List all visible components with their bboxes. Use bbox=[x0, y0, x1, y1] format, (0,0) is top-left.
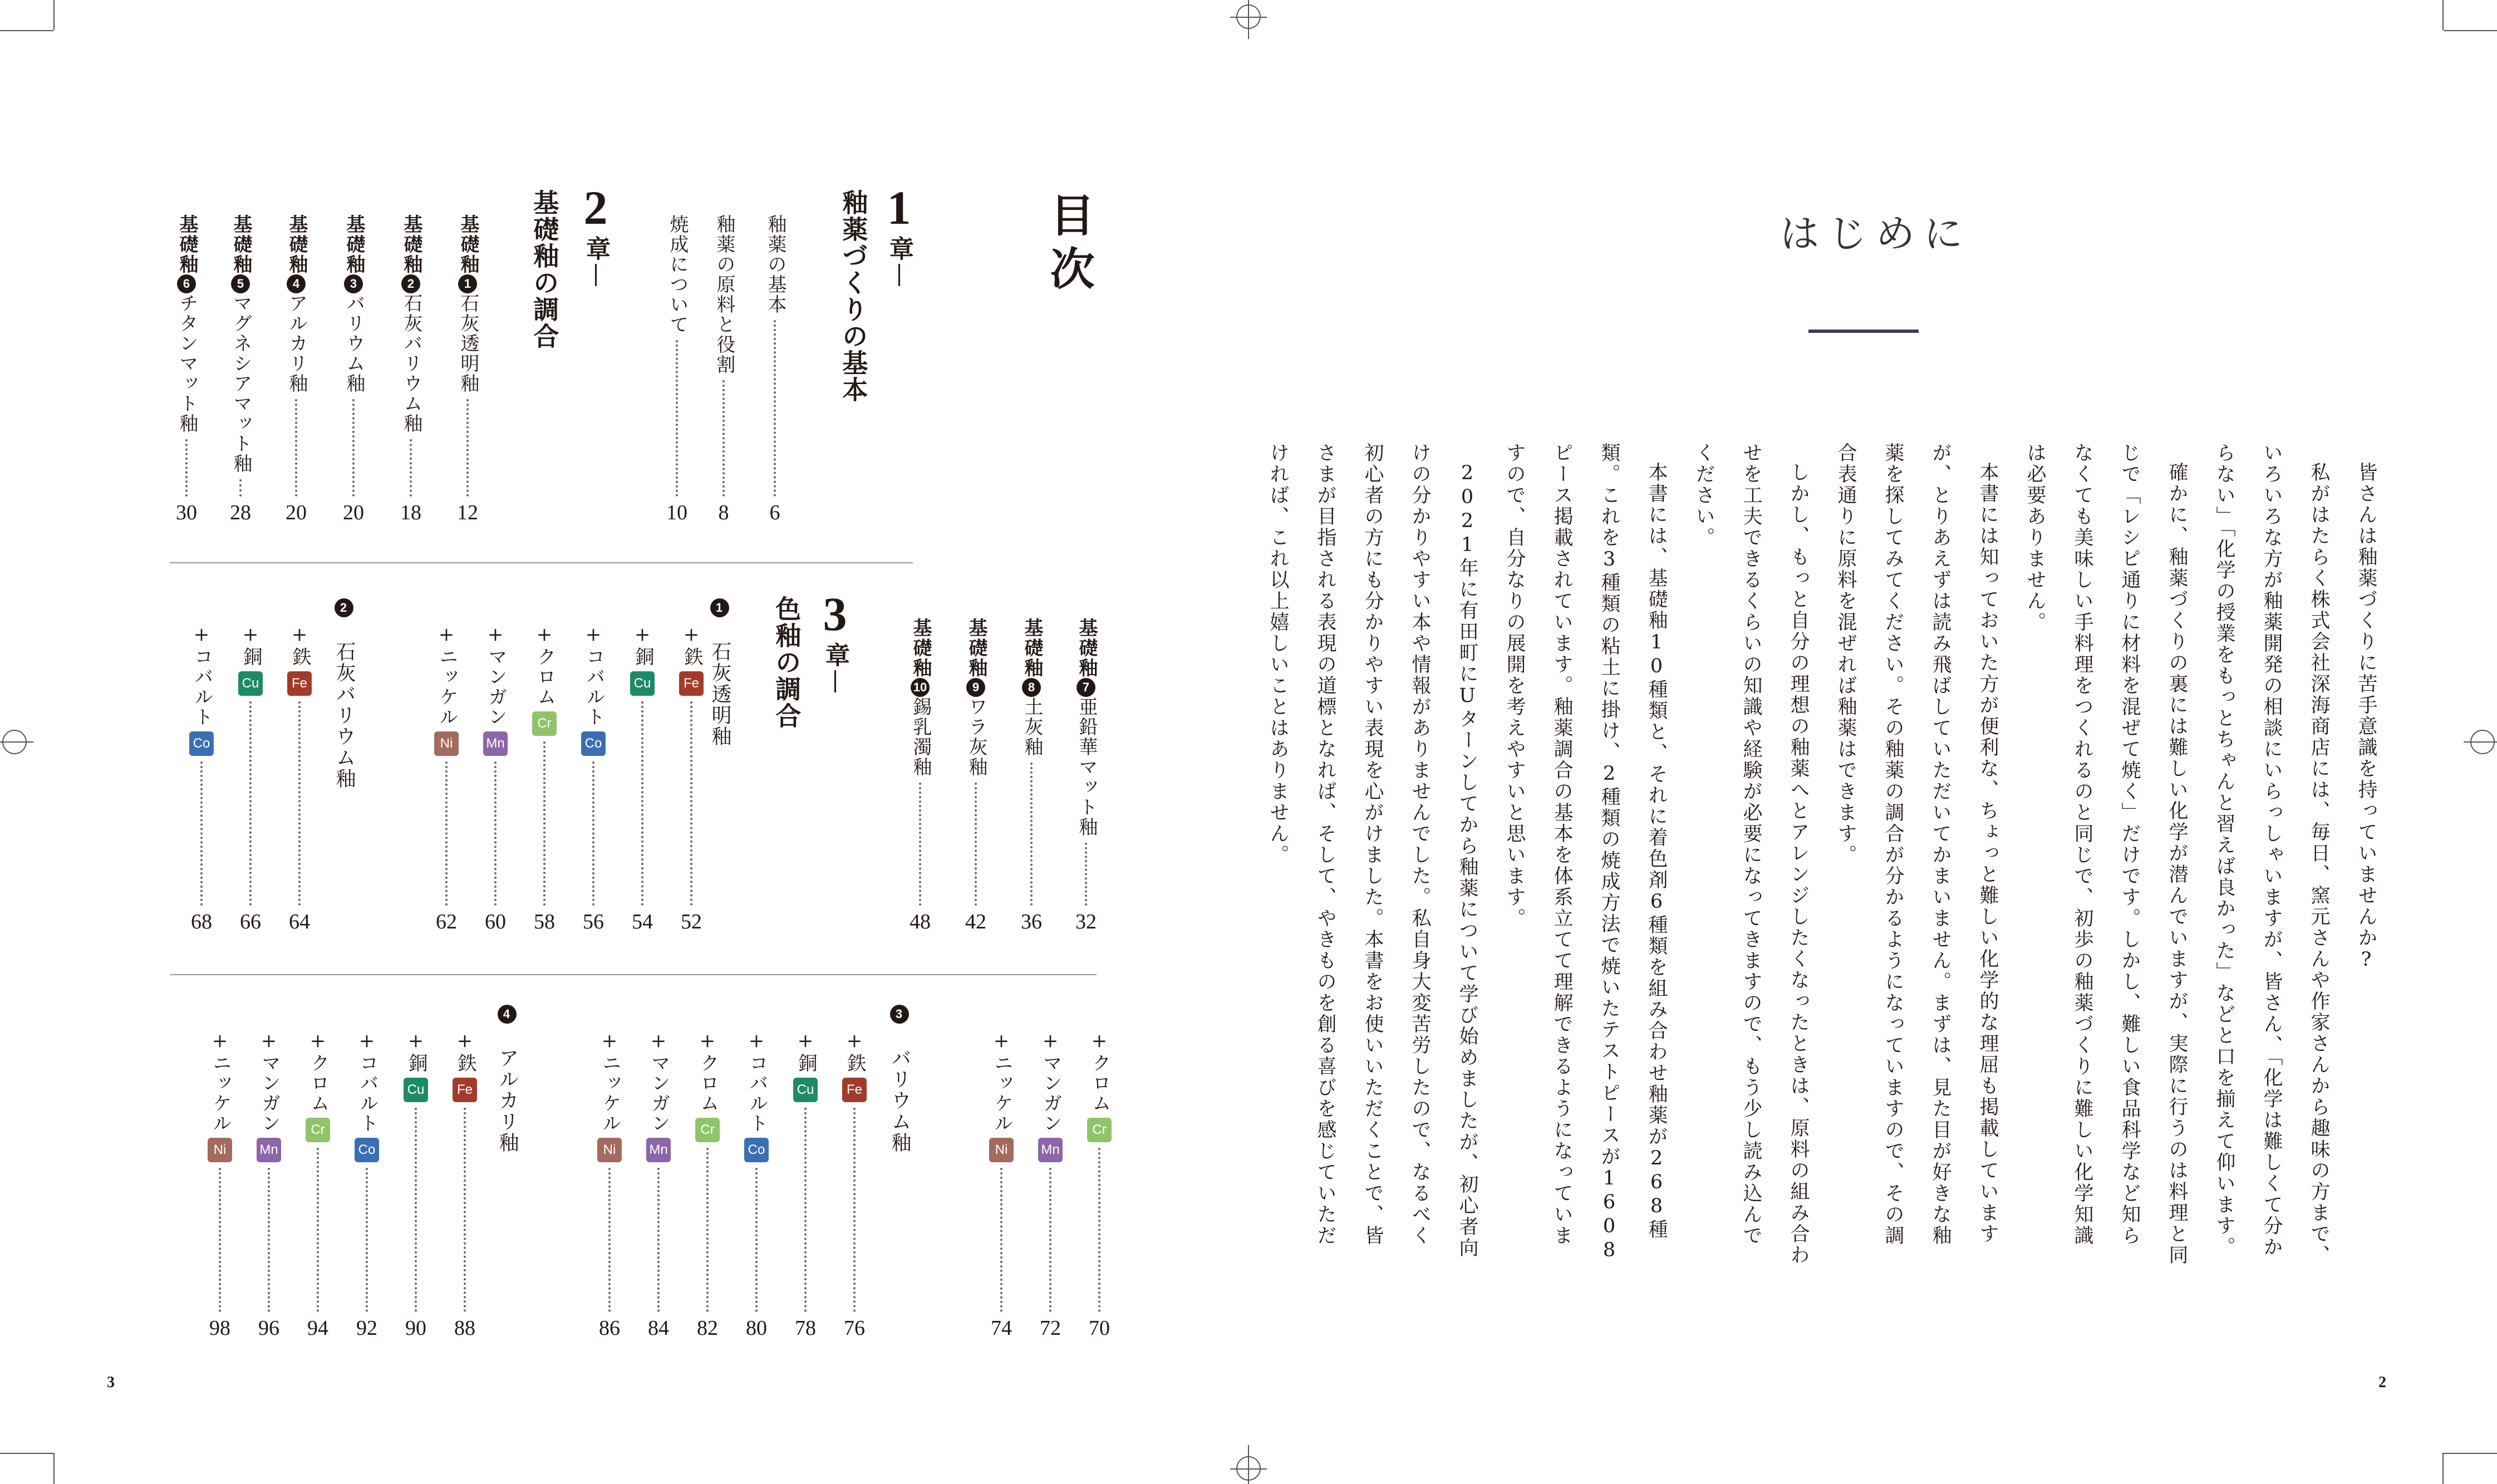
page-number: 90 bbox=[405, 1316, 426, 1340]
dot-leader bbox=[1085, 843, 1087, 906]
toc-entry[interactable] bbox=[707, 214, 740, 523]
chapter-3-title: 色釉の調合 bbox=[771, 596, 802, 729]
toc-entry[interactable] bbox=[1066, 618, 1105, 932]
group-title bbox=[710, 598, 730, 747]
dot-leader bbox=[755, 1168, 758, 1312]
page-number: 86 bbox=[599, 1316, 620, 1340]
element-symbol-badge: Co bbox=[355, 1138, 379, 1162]
plus-sign: + bbox=[307, 1030, 329, 1053]
color-glaze-entry[interactable] bbox=[185, 623, 218, 932]
page-number: 10 bbox=[666, 501, 687, 524]
colorant-name: マンガン bbox=[484, 647, 507, 727]
color-glaze-entry[interactable] bbox=[642, 1030, 675, 1339]
page-number: 30 bbox=[176, 501, 197, 524]
color-glaze-entry[interactable] bbox=[528, 623, 561, 932]
paragraph: 確かに、釉薬づくりの裏には難しい化学が潜んでいますが、実際に行うのは料理と同じで「レシピ通りに材料を混ぜて焼く」だけです。しかし、難しい食品科学など知らなくても美味しい手料理をつくれるのと同じで、初歩の釉薬づくりに難しい化学知識は必要ありません。 bbox=[2024, 443, 2188, 1266]
entry-label: 石灰透明釉 bbox=[456, 293, 479, 394]
dot-leader bbox=[415, 1108, 417, 1312]
colorant-name: 銅 bbox=[239, 647, 262, 667]
page-number: 36 bbox=[1021, 910, 1042, 933]
colorant-name: マンガン bbox=[1039, 1053, 1062, 1133]
color-glaze-entry[interactable] bbox=[838, 1030, 871, 1339]
plus-sign: + bbox=[258, 1030, 280, 1053]
group-title-text: バリウム釉 bbox=[888, 1048, 911, 1153]
contents-page bbox=[0, 0, 1248, 1484]
page-number-left: 3 bbox=[107, 1374, 115, 1391]
group-title bbox=[334, 598, 354, 789]
colorant-name: クロム bbox=[307, 1053, 330, 1113]
paragraph: 2021年に有田町にUターンしてから釉薬について学び始めましたが、初心者向けの分かりやすい本や情報がありませんでした。私自身大変苦労したので、なるべく初心者の方にも分かりやすい表現を心がけました。本書をお使いいただくことで、皆さまが目指される表現の道標となれば、そして、やきものを創る喜びを感じていただければ、これ以上嬉しいことはありません。 bbox=[1267, 443, 1478, 1259]
dot-leader bbox=[592, 761, 594, 906]
element-symbol-badge: Fe bbox=[842, 1078, 867, 1102]
element-symbol-badge: Cu bbox=[238, 671, 263, 696]
chapter-word: 章 bbox=[821, 642, 849, 667]
introduction-body bbox=[1267, 443, 2390, 1266]
colorant-name: 銅 bbox=[405, 1053, 427, 1073]
page-number: 98 bbox=[209, 1316, 230, 1340]
entry-prefix: 基礎釉 bbox=[456, 214, 479, 274]
colorant-name: 鉄 bbox=[288, 647, 311, 667]
entry-label: 釉薬の原料と役割 bbox=[712, 214, 735, 375]
colorant-name: コバルト bbox=[745, 1053, 768, 1133]
chapter-dash bbox=[595, 264, 597, 286]
introduction-title: はじめに bbox=[1780, 211, 1972, 257]
group-badge: 4 bbox=[498, 1005, 517, 1024]
toc-entry[interactable] bbox=[1012, 618, 1051, 932]
entry-label: 焼成について bbox=[666, 214, 689, 335]
page-number: 80 bbox=[746, 1316, 767, 1340]
entry-label: 錫乳濁釉 bbox=[909, 697, 932, 777]
page-number: 42 bbox=[965, 910, 986, 933]
dot-leader bbox=[410, 439, 412, 497]
entry-label: 石灰バリウム釉 bbox=[400, 293, 422, 434]
chapter-word: 章 bbox=[885, 236, 913, 261]
page-number: 12 bbox=[457, 501, 478, 524]
divider bbox=[170, 974, 1097, 975]
entry-badge: 4 bbox=[287, 274, 306, 293]
page-number: 92 bbox=[356, 1316, 377, 1340]
chapter-2-title: 基礎釉の調合 bbox=[529, 189, 560, 350]
toc-entry[interactable] bbox=[167, 214, 206, 523]
chapter-word: 章 bbox=[582, 236, 610, 261]
colorant-name: ニッケル bbox=[598, 1053, 621, 1133]
chapter-1-title: 釉薬づくりの基本 bbox=[838, 189, 869, 403]
color-glaze-entry[interactable] bbox=[626, 623, 659, 932]
element-symbol-badge: Cr bbox=[532, 711, 557, 736]
colorant-name: クロム bbox=[696, 1053, 719, 1113]
color-glaze-entry[interactable] bbox=[740, 1030, 773, 1339]
chapter-number: 3 bbox=[823, 587, 847, 641]
plus-sign: + bbox=[239, 623, 262, 647]
colorant-name: ニッケル bbox=[209, 1053, 232, 1133]
element-symbol-badge: Cr bbox=[1087, 1118, 1112, 1142]
chapter-number: 1 bbox=[887, 181, 911, 234]
element-symbol-badge: Cr bbox=[695, 1118, 720, 1142]
page-number: 28 bbox=[230, 501, 251, 524]
page-number: 74 bbox=[991, 1316, 1012, 1340]
entry-badge: 6 bbox=[177, 274, 196, 293]
toc-entry[interactable] bbox=[660, 214, 694, 523]
group-badge: 1 bbox=[710, 598, 729, 617]
color-glaze-entry[interactable] bbox=[789, 1030, 822, 1339]
page-number: 78 bbox=[795, 1316, 816, 1340]
entry-label: マグネシアマット釉 bbox=[229, 293, 252, 474]
dot-leader bbox=[219, 1168, 221, 1312]
colorant-name: クロム bbox=[1088, 1053, 1111, 1113]
dot-leader bbox=[200, 761, 203, 906]
element-symbol-badge: Ni bbox=[989, 1138, 1014, 1162]
colorant-name: コバルト bbox=[190, 647, 213, 727]
color-glaze-entry[interactable] bbox=[448, 1030, 481, 1339]
chapter-number: 2 bbox=[583, 181, 608, 234]
colorant-name: 銅 bbox=[631, 647, 654, 667]
plus-sign: + bbox=[843, 1030, 866, 1053]
toc-entry[interactable] bbox=[277, 214, 316, 523]
group-badge: 3 bbox=[890, 1005, 909, 1024]
page-number: 52 bbox=[681, 910, 702, 933]
entry-prefix: 基礎釉 bbox=[1020, 618, 1043, 678]
color-glaze-entry[interactable] bbox=[430, 623, 463, 932]
plus-sign: + bbox=[288, 623, 311, 647]
dot-leader bbox=[543, 741, 545, 906]
toc-entry[interactable] bbox=[758, 214, 792, 523]
entry-label: 釉薬の基本 bbox=[764, 214, 787, 315]
chapter-3-heading bbox=[815, 587, 854, 692]
plus-sign: + bbox=[454, 1030, 476, 1053]
entry-prefix: 基礎釉 bbox=[175, 214, 198, 274]
dot-leader bbox=[445, 761, 448, 906]
element-symbol-badge: Mn bbox=[483, 731, 508, 756]
colorant-name: 銅 bbox=[794, 1053, 817, 1073]
dot-leader bbox=[317, 1148, 319, 1312]
entry-label: バリウム釉 bbox=[342, 293, 365, 394]
color-glaze-entry[interactable] bbox=[234, 623, 267, 932]
page-number: 96 bbox=[258, 1316, 279, 1340]
dot-leader bbox=[1030, 763, 1033, 906]
entry-badge: 10 bbox=[911, 678, 930, 697]
entry-prefix: 基礎釉 bbox=[229, 214, 252, 274]
entry-prefix: 基礎釉 bbox=[342, 214, 365, 274]
entry-prefix: 基礎釉 bbox=[400, 214, 422, 274]
element-symbol-badge: Cr bbox=[306, 1118, 330, 1142]
entry-prefix: 基礎釉 bbox=[909, 618, 932, 678]
element-symbol-badge: Fe bbox=[679, 671, 704, 696]
color-glaze-entry[interactable] bbox=[283, 623, 316, 932]
colorant-name: 鉄 bbox=[843, 1053, 866, 1073]
dot-leader bbox=[804, 1108, 807, 1312]
page-number: 70 bbox=[1089, 1316, 1110, 1340]
page-number: 60 bbox=[485, 910, 506, 933]
page-number: 82 bbox=[697, 1316, 718, 1340]
element-symbol-badge: Cu bbox=[793, 1078, 818, 1102]
entry-prefix: 基礎釉 bbox=[285, 214, 308, 274]
color-glaze-entry[interactable] bbox=[301, 1030, 335, 1339]
entry-label: ワラ灰釉 bbox=[965, 697, 987, 777]
colorant-name: 鉄 bbox=[454, 1053, 476, 1073]
chapter-2-heading bbox=[576, 181, 615, 286]
plus-sign: + bbox=[582, 623, 604, 647]
element-symbol-badge: Cu bbox=[404, 1078, 428, 1102]
dot-leader bbox=[690, 701, 692, 906]
toc-entry[interactable] bbox=[221, 214, 260, 523]
dot-leader bbox=[676, 340, 678, 497]
entry-label: 土灰釉 bbox=[1020, 697, 1043, 757]
element-symbol-badge: Ni bbox=[434, 731, 459, 756]
page-number: 64 bbox=[289, 910, 310, 933]
plus-sign: + bbox=[647, 1030, 670, 1053]
dot-leader bbox=[919, 783, 921, 906]
entry-label: チタンマット釉 bbox=[175, 293, 198, 434]
page-number-right: 2 bbox=[2378, 1374, 2386, 1391]
toc-entry[interactable] bbox=[391, 214, 430, 523]
entry-badge: 5 bbox=[231, 274, 250, 293]
chapter-dash bbox=[898, 264, 900, 286]
group-title-text: 石灰バリウム釉 bbox=[333, 641, 356, 789]
paragraph: 皆さんは釉薬づくりに苦手意識を持っていませんか? bbox=[2355, 462, 2377, 972]
dot-leader bbox=[975, 783, 977, 906]
paragraph: しかし、もっと自分の理想の釉薬へとアレンジしたくなったときは、原料の組み合わせを工夫できるくらいの知識や経験が必要になってきますので、もう少し読み込んでください。 bbox=[1693, 443, 1810, 1266]
group-title bbox=[497, 1005, 517, 1153]
element-symbol-badge: Mn bbox=[1038, 1138, 1063, 1162]
page-number: 76 bbox=[844, 1316, 865, 1340]
entry-label: アルカリ釉 bbox=[285, 293, 308, 394]
dot-leader bbox=[249, 701, 252, 906]
color-glaze-entry[interactable] bbox=[350, 1030, 384, 1339]
colorant-name: ニッケル bbox=[990, 1053, 1013, 1133]
color-glaze-entry[interactable] bbox=[691, 1030, 724, 1339]
page-number: 84 bbox=[648, 1316, 669, 1340]
entry-label: 亜鉛華マット釉 bbox=[1075, 697, 1098, 837]
page-number: 48 bbox=[910, 910, 931, 933]
dot-leader bbox=[1049, 1168, 1051, 1312]
plus-sign: + bbox=[598, 1030, 621, 1053]
paragraph: 本書には、基礎釉10種類と、それに着色剤6種類を組み合わせ釉薬が268種類。これを3種類の粘土に掛け、2種類の焼成方法で焼いたテストピースが1608ピース掲載されています。釉薬調合の基本を体系立てて理解できるようになっていますので、自分なりの展開を考えやすいと思います。 bbox=[1503, 443, 1668, 1263]
element-symbol-badge: Co bbox=[744, 1138, 769, 1162]
divider bbox=[170, 562, 913, 563]
page-number: 20 bbox=[286, 501, 307, 524]
toc-entry[interactable] bbox=[334, 214, 373, 523]
page-number: 8 bbox=[718, 501, 729, 524]
element-symbol-badge: Co bbox=[189, 731, 214, 756]
entry-badge: 8 bbox=[1022, 678, 1041, 697]
page-number: 20 bbox=[343, 501, 364, 524]
colorant-name: マンガン bbox=[258, 1053, 281, 1133]
dot-leader bbox=[298, 701, 301, 906]
element-symbol-badge: Ni bbox=[597, 1138, 622, 1162]
paragraph: 私がはたらく株式会社深海商店には、毎日、窯元さんや作家さんから趣味の方まで、いろいろな方が釉薬開発の相談にいらっしゃいますが、皆さん、「化学は難しくて分からない」「化学の授業をもっとちゃんと習えば良かった」などと口を揃えて仰います。 bbox=[2213, 443, 2330, 1266]
plus-sign: + bbox=[1088, 1030, 1110, 1053]
page-number: 32 bbox=[1075, 910, 1097, 933]
page-number: 62 bbox=[436, 910, 457, 933]
element-symbol-badge: Mn bbox=[257, 1138, 281, 1162]
page-number: 94 bbox=[307, 1316, 328, 1340]
plus-sign: + bbox=[794, 1030, 817, 1053]
colorant-name: ニッケル bbox=[435, 647, 458, 727]
page-number: 66 bbox=[240, 910, 261, 933]
page-number: 88 bbox=[454, 1316, 475, 1340]
dot-leader bbox=[268, 1168, 270, 1312]
chapter-1-heading bbox=[879, 181, 918, 286]
page-number: 56 bbox=[583, 910, 604, 933]
color-glaze-entry[interactable] bbox=[985, 1030, 1018, 1339]
group-title bbox=[889, 1005, 910, 1153]
entry-prefix: 基礎釉 bbox=[1075, 618, 1098, 678]
color-glaze-entry[interactable] bbox=[479, 623, 512, 932]
toc-entry[interactable] bbox=[448, 214, 487, 523]
page-number: 58 bbox=[534, 910, 555, 933]
colorant-name: クロム bbox=[533, 647, 556, 707]
element-symbol-badge: Fe bbox=[453, 1078, 477, 1102]
page-number: 72 bbox=[1040, 1316, 1061, 1340]
color-glaze-entry[interactable] bbox=[1034, 1030, 1067, 1339]
plus-sign: + bbox=[1039, 1030, 1061, 1053]
toc-entry[interactable] bbox=[901, 618, 940, 932]
entry-badge: 1 bbox=[458, 274, 477, 293]
plus-sign: + bbox=[405, 1030, 427, 1053]
dot-leader bbox=[706, 1148, 709, 1312]
dot-leader bbox=[657, 1168, 660, 1312]
plus-sign: + bbox=[631, 623, 653, 647]
colorant-name: コバルト bbox=[356, 1053, 379, 1133]
color-glaze-entry[interactable] bbox=[593, 1030, 626, 1339]
dot-leader bbox=[608, 1168, 611, 1312]
introduction-page bbox=[1248, 0, 2497, 1484]
color-glaze-entry[interactable] bbox=[675, 623, 708, 932]
dot-leader bbox=[352, 399, 355, 497]
entry-badge: 3 bbox=[344, 274, 363, 293]
plus-sign: + bbox=[484, 623, 507, 647]
element-symbol-badge: Ni bbox=[208, 1138, 232, 1162]
element-symbol-badge: Cu bbox=[630, 671, 655, 696]
paragraph: 本書には知っておいた方が便利な、ちょっと難しい化学的な理屈も掲載していますが、とりあえずは読み飛ばしていただいてかまいません。まずは、見た目が好きな釉薬を探してみてください。その釉薬の調合が分かるようになっていますので、その調合表通りに原料を混ぜれば釉薬はできます。 bbox=[1835, 443, 1999, 1246]
entry-prefix: 基礎釉 bbox=[965, 618, 987, 678]
dot-leader bbox=[641, 701, 643, 906]
dot-leader bbox=[464, 1108, 466, 1312]
dot-leader bbox=[774, 320, 776, 497]
dot-leader bbox=[1000, 1168, 1002, 1312]
toc-entry[interactable] bbox=[956, 618, 995, 932]
color-glaze-entry[interactable] bbox=[203, 1030, 237, 1339]
element-symbol-badge: Co bbox=[581, 731, 606, 756]
plus-sign: + bbox=[209, 1030, 231, 1053]
dot-leader bbox=[185, 439, 188, 497]
dot-leader bbox=[295, 399, 297, 497]
element-symbol-badge: Mn bbox=[646, 1138, 671, 1162]
element-symbol-badge: Fe bbox=[287, 671, 312, 696]
dot-leader bbox=[722, 380, 725, 497]
entry-badge: 9 bbox=[966, 678, 985, 697]
entry-badge: 2 bbox=[401, 274, 420, 293]
entry-badge: 7 bbox=[1077, 678, 1095, 697]
group-badge: 2 bbox=[335, 598, 353, 617]
page-number: 68 bbox=[191, 910, 212, 933]
plus-sign: + bbox=[435, 623, 458, 647]
plus-sign: + bbox=[190, 623, 213, 647]
colorant-name: 鉄 bbox=[680, 647, 703, 667]
dot-leader bbox=[466, 399, 469, 497]
plus-sign: + bbox=[696, 1030, 719, 1053]
plus-sign: + bbox=[680, 623, 702, 647]
group-title-text: 石灰透明釉 bbox=[709, 641, 731, 747]
plus-sign: + bbox=[533, 623, 556, 647]
page-number: 54 bbox=[632, 910, 653, 933]
color-glaze-entry[interactable] bbox=[1083, 1030, 1116, 1339]
chapter-dash bbox=[834, 670, 836, 692]
color-glaze-entry[interactable] bbox=[399, 1030, 432, 1339]
dot-leader bbox=[1098, 1148, 1100, 1312]
plus-sign: + bbox=[990, 1030, 1012, 1053]
plus-sign: + bbox=[356, 1030, 378, 1053]
page-number: 6 bbox=[769, 501, 780, 524]
color-glaze-entry[interactable] bbox=[252, 1030, 286, 1339]
group-title-text: アルカリ釉 bbox=[496, 1048, 519, 1153]
dot-leader bbox=[366, 1168, 368, 1312]
color-glaze-entry[interactable] bbox=[577, 623, 610, 932]
title-underline bbox=[1808, 330, 1919, 333]
page-number: 18 bbox=[400, 501, 421, 524]
colorant-name: コバルト bbox=[582, 647, 605, 727]
dot-leader bbox=[853, 1108, 856, 1312]
dot-leader bbox=[494, 761, 497, 906]
colorant-name: マンガン bbox=[647, 1053, 670, 1133]
dot-leader bbox=[239, 479, 242, 497]
contents-title: 目次 bbox=[1043, 192, 1095, 299]
plus-sign: + bbox=[745, 1030, 768, 1053]
